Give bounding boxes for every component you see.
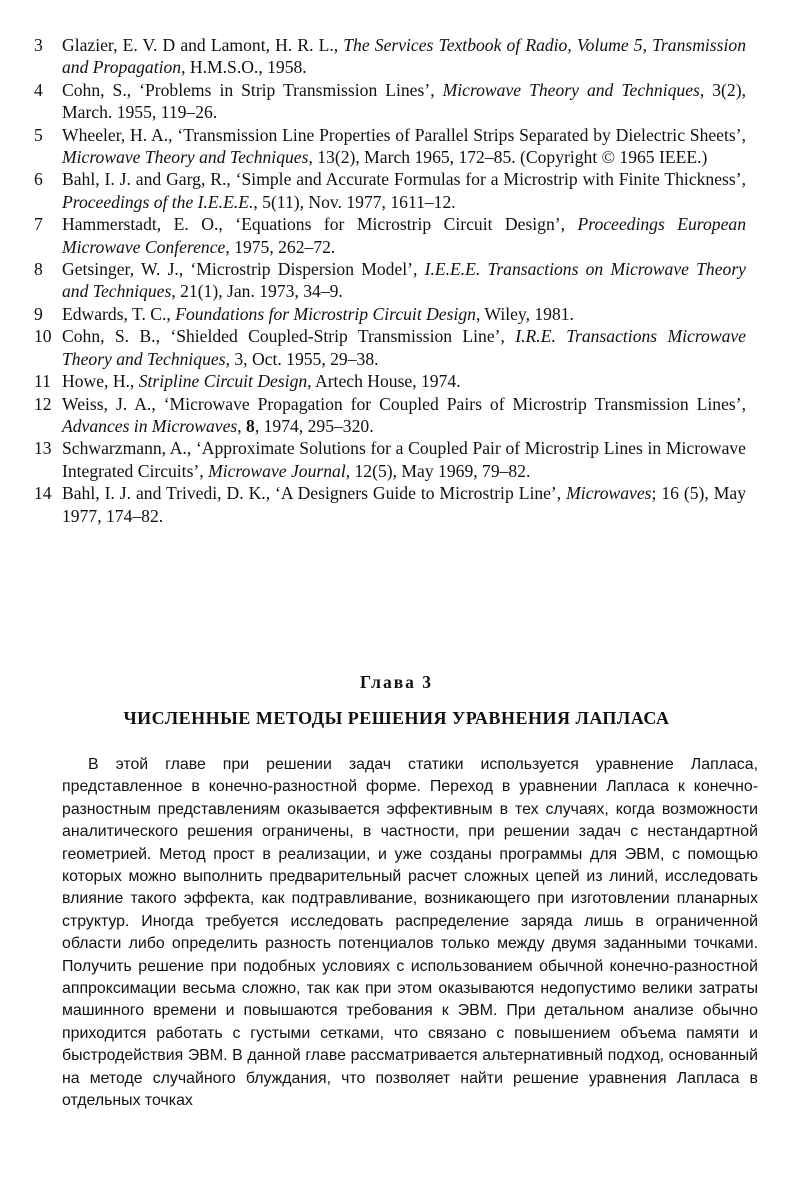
body-paragraph: В этой главе при решении задач статики используется уравнение Лапласа, представленное в конечно-разностной форме. Переход в уравнении Лапласа к конечно-разностным представлениям оказывается эффективным в тех случаях, когда возможности аналитического решения ограничены, в частности, при решении задач с нестандартной геометрией. Метод прост в реализации, и уже созданы программы для ЭВМ, с помощью которых можно выполнить предварительный расчет сложных цепей из линий, исследовать влияние такого эффекта, как подтравливание, возникающего при изготовлении планарных структур. Иногда требуется исследовать распределение заряда лишь в ограниченной области либо определить разность потенциалов только между двумя заданными точками. Получить решение при подобных условиях с использованием обычной конечно-разностной аппроксимации весьма сложно, так как при этом оказываются недопустимо велики затраты машинного времени и повышаются требования к ЭВМ. При детальном анализе обычно приходится работать с густыми сетками, что связано с повышением объема памяти и быстродействия ЭВМ. В данной главе рассматривается альтернативный подход, основанный на методе случайного блуждания, что позволяет найти решение уравнения Лапласа в отдельных точках <box>62 756 758 1110</box>
reference-number: 3 <box>34 35 43 55</box>
reference-number: 9 <box>34 303 43 324</box>
reference-number: 12 <box>34 393 52 414</box>
reference-item <box>34 393 746 438</box>
reference-text: 8 <box>246 415 255 436</box>
reference-text: Weiss, J. A., ‘Microwave Propagation for Coupled Pairs of Microstrip Transmission Lines’, <box>62 393 746 414</box>
reference-italic-title: Stripline Circuit Design <box>138 371 308 392</box>
reference-item <box>34 258 746 303</box>
reference-italic-title: Proceedings European Microwave Conference <box>62 214 746 257</box>
reference-italic-title: The Services Textbook of Radio, Volume 5, Transmission and Propagation <box>62 35 746 78</box>
reference-text: , 1974, 295–320. <box>254 415 374 436</box>
reference-italic-title: Proceedings of the I.E.E.E. <box>62 191 254 212</box>
reference-item <box>34 168 746 213</box>
reference-number: 7 <box>34 214 43 235</box>
reference-number: 5 <box>34 124 43 145</box>
reference-text: , 12(5), May 1969, 79–82. <box>345 460 531 481</box>
reference-text: , Wiley, 1981. <box>475 303 574 324</box>
reference-text: Wheeler, H. A., ‘Transmission Line Properties of Parallel Strips Separated by Dielectric Sheets’, <box>62 124 746 145</box>
reference-text: Edwards, T. C., <box>62 303 176 324</box>
reference-item <box>34 79 746 124</box>
reference-italic-title: Microwaves <box>566 483 652 504</box>
reference-italic-title: I.R.E. Transactions Microwave Theory and Techniques <box>62 326 746 369</box>
reference-italic-title: Microwave Journal <box>208 460 346 481</box>
reference-item <box>34 437 746 482</box>
reference-item <box>34 213 746 258</box>
reference-text: Schwarzmann, A., ‘Approximate Solutions for a Coupled Pair of Microstrip Lines in Microwave Integrated Circuits’, <box>62 438 746 481</box>
reference-text: , 5(11), Nov. 1977, 1611–12. <box>253 191 456 212</box>
reference-number: 8 <box>34 259 43 280</box>
reference-italic-title: I.E.E.E. Transactions on Microwave Theory and Techniques <box>62 259 746 302</box>
reference-number: 6 <box>34 169 43 190</box>
reference-item <box>34 303 746 325</box>
chapter-title: ЧИСЛЕННЫЕ МЕТОДЫ РЕШЕНИЯ УРАВНЕНИЯ ЛАПЛАСА <box>123 708 670 728</box>
reference-text: Cohn, S. B., ‘Shielded Coupled-Strip Transmission Line’, <box>62 326 516 347</box>
reference-text: Cohn, S., ‘Problems in Strip Transmission Lines’, <box>62 79 443 100</box>
chapter-label: Глава 3 <box>359 672 434 692</box>
reference-number: 10 <box>34 326 52 347</box>
reference-text: , <box>237 415 247 436</box>
reference-text: Bahl, I. J. and Trivedi, D. K., ‘A Designers Guide to Microstrip Line’, <box>62 483 567 504</box>
reference-item <box>34 370 746 392</box>
reference-item <box>34 124 746 169</box>
reference-text: , Artech House, 1974. <box>307 371 461 392</box>
reference-text: Hammerstadt, E. O., ‘Equations for Microstrip Circuit Design’, <box>62 214 578 235</box>
reference-text: , 13(2), March 1965, 172–85. (Copyright © 1965 IEEE.) <box>308 147 708 168</box>
reference-italic-title: Microwave Theory and Techniques <box>62 147 309 168</box>
reference-text: , H.M.S.O., 1958. <box>181 57 307 78</box>
reference-italic-title: Microwave Theory and Techniques <box>442 79 700 100</box>
reference-italic-title: Advances in Microwaves <box>62 415 238 436</box>
reference-text: , 3, Oct. 1955, 29–38. <box>225 348 379 369</box>
reference-item <box>34 482 746 527</box>
reference-number: 14 <box>34 483 52 504</box>
reference-text: ; 16 (5), May 1977, 174–82. <box>62 483 746 526</box>
reference-text: Getsinger, W. J., ‘Microstrip Dispersion Model’, <box>62 259 425 280</box>
reference-italic-title: Foundations for Microstrip Circuit Design <box>175 303 476 324</box>
reference-text: Bahl, I. J. and Garg, R., ‘Simple and Accurate Formulas for a Microstrip with Finite Thickness’, <box>62 169 746 190</box>
reference-number: 13 <box>34 438 52 459</box>
reference-text: , 1975, 262–72. <box>225 236 336 257</box>
reference-text: , 3(2), March. 1955, 119–26. <box>62 79 746 123</box>
chapter-body <box>62 754 758 1113</box>
reference-number: 11 <box>34 371 51 392</box>
reference-text: , 21(1), Jan. 1973, 34–9. <box>171 281 343 302</box>
reference-text: Glazier, E. V. D and Lamont, H. R. L., <box>62 35 344 55</box>
reference-text: Howe, H., <box>62 371 139 392</box>
reference-number: 4 <box>34 79 43 100</box>
reference-list <box>34 34 746 527</box>
reference-item <box>34 325 746 370</box>
reference-item <box>34 34 746 79</box>
